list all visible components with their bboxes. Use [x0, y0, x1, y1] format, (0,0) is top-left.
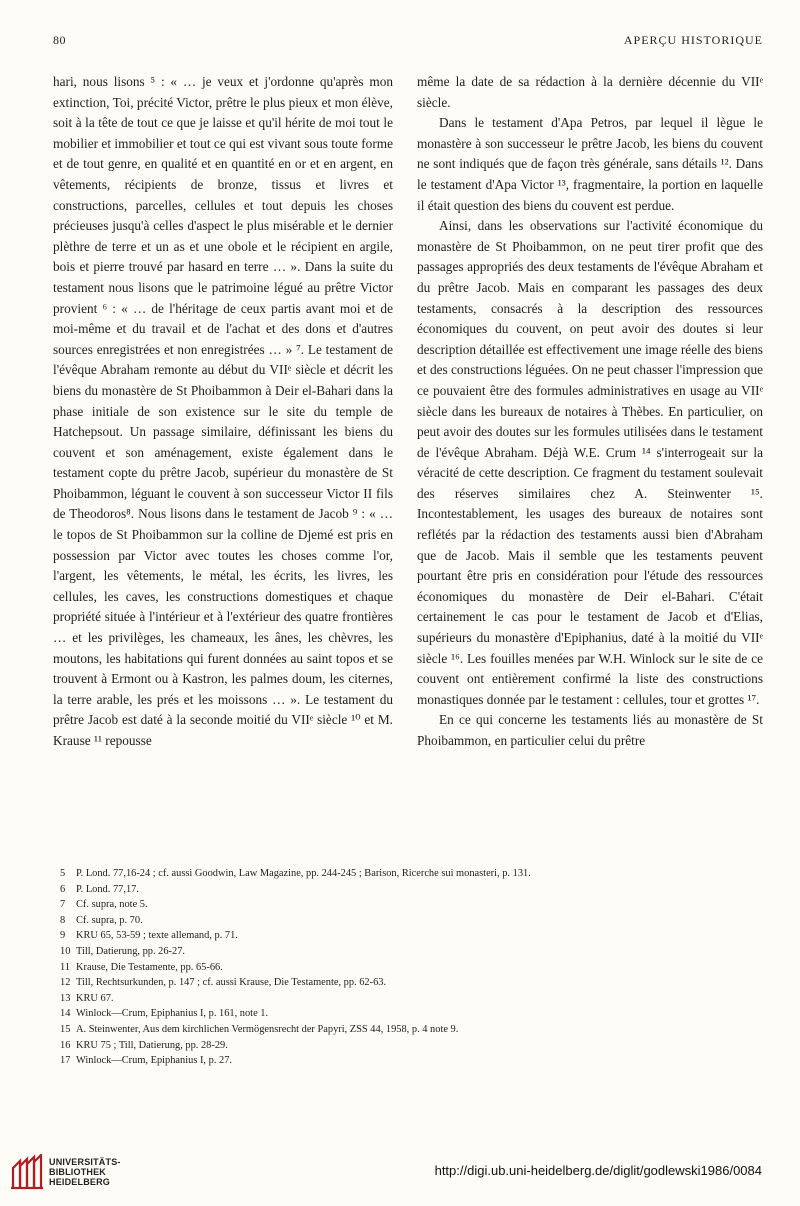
body-paragraph: Ainsi, dans les observations sur l'activité économique du monastère de St Phoibammon, on ne peut tirer profit que des passages appropriés des deux testaments de l'évêque Abraham et du prêtre Jacob. Mais en comparant les passages des deux testaments, consacrés à la description des ressources économiques du couvent, on peut avoir des doutes si leur description détaillée est effectivement une image réelle des biens et des constructions léguées. On ne peut chasser l'impression que ce pouvaient être des formules administratives en usage au VIIᵉ siècle dans les bureaux de notaires à Thèbes. En particulier, on peut avoir des doutes sur les formules utilisées dans le testament de l'évêque Abraham. Déjà W.E. Crum ¹⁴ s'interrogeait sur la véracité de cette description. Ce fragment du testament soulevait des réserves similaires chez A. Steinwenter ¹⁵. Incontestablement, les usages des bureaux de notaires sont reflétés par la rédaction des testaments aussi bien d'Abraham que de Jacob. Mais il semble que les testaments peuvent pourtant être pris en considération pour l'étude des ressources économiques du monastère de Deir el-Bahari. C'était certainement le cas pour le testament de Jacob et d'Elias, supérieurs du monastère d'Epiphanius, daté à la moitié du VIIᵉ siècle ¹⁶. Les fouilles menées par W.H. Winlock sur le site de ce couvent ont entièrement confirmé la liste des constructions monastiques donnée par le testament : cellules, tour et grottes ¹⁷. [417, 218, 763, 707]
footnote-text: Cf. supra, p. 70. [76, 914, 143, 926]
footnote [60, 1006, 760, 1022]
footnote-number: 15 [60, 1023, 71, 1035]
library-name-line: BIBLIOTHEK [49, 1167, 106, 1177]
library-name-line: HEIDELBERG [49, 1177, 111, 1187]
body-paragraph: En ce qui concerne les testaments liés au monastère de St Phoibammon, en particulier celui du prêtre [417, 712, 763, 748]
footnote-text: KRU 65, 53-59 ; texte allemand, p. 71. [76, 930, 238, 942]
footnote [60, 944, 760, 960]
footnote-text: A. Steinwenter, Aus dem kirchlichen Vermögensrecht der Papyri, ZSS 44, 1958, p. 4 note 9. [76, 1023, 459, 1035]
footnote-text: KRU 75 ; Till, Datierung, pp. 28-29. [76, 1039, 228, 1051]
footnotes [60, 866, 760, 1069]
right-column [417, 72, 763, 752]
footnote-number: 9 [60, 930, 66, 942]
footnote-text: Till, Rechtsurkunden, p. 147 ; cf. aussi Krause, Die Testamente, pp. 62-63. [76, 977, 387, 989]
left-column [53, 72, 393, 752]
footnote-text: P. Lond. 77,17. [76, 883, 139, 895]
footnote [60, 991, 760, 1007]
footnote-text: Krause, Die Testamente, pp. 65-66. [76, 961, 223, 973]
footnote-text: P. Lond. 77,16-24 ; cf. aussi Goodwin, Law Magazine, pp. 244-245 ; Barison, Ricerche sui monasteri, p. 131. [76, 868, 531, 879]
footnote [60, 913, 760, 929]
footnote-number: 16 [60, 1039, 71, 1051]
footnote [60, 882, 760, 898]
footnote-number: 6 [60, 883, 66, 895]
footnote-number: 17 [60, 1055, 71, 1067]
footnote [60, 975, 760, 991]
footnote-number: 8 [60, 914, 66, 926]
source-url[interactable]: http://digi.ub.uni-heidelberg.de/diglit/godlewski1986/0084 [434, 1163, 762, 1178]
body-paragraph: hari, nous lisons ⁵ : « … je veux et j'ordonne qu'après mon extinction, Toi, précité Victor, prêtre le plus pieux et mon élève, soit à la tête de tout ce que je laisse et qu'il hérite de moi tout le mobilier et immobilier et tout ce qui est vivant sous toute forme et de tout genre, en qualité et en quantité en or et en argent, en vêtements, récipients de bronze, tissus et livres et constructions, parcelles, cellules et tout depuis les choses précieuses jusqu'à celles d'aspect le plus misérable et le dernier plèthre de terre et un as et une obole et le récipient en argile, bois et pierre trouvé par hasard en terre … ». Dans la suite du testament nous lisons que le patrimoine légué au prêtre Victor provient ⁶ : « … de l'héritage de ceux partis avant moi et de moi-même et du travail et de l'achat et des dons et d'autres sources enregistrées et non enregistrées … » ⁷. Le testament de l'évêque Abraham remonte au début du VIIᵉ siècle et décrit les biens du monastère de St Phoibammon à Deir el-Bahari dans la phase initiale de son existence sur le site du temple de Hatchepsout. Un passage similaire, définissant les biens du couvent et son aménagement, existe également dans le testament copte du prêtre Jacob, supérieur du monastère de St Phoibammon, léguant le couvent à son successeur Victor II fils de Theodoros⁸. Nous lisons dans le testament de Jacob ⁹ : « … le topos de St Phoibammon sur la colline de Djemé est pris en possession par Victor avec toutes les choses comme l'or, l'argent, les vêtements, le métal, les écrits, les livres, les cellules, les caves, les constructions domestiques et chaque propriété située à l'intérieur et à l'extérieur des quatre frontières … et les privilèges, les chameaux, les ânes, les chèvres, les moutons, les habitations qui furent données au saint topos et se trouvent à Ermont ou à Kastron, les palmes doum, les citernes, la terre arable, les prés et les moissons … ». Le testament du prêtre Jacob est daté à la seconde moitié du VIIᵉ siècle ¹⁰ et M. Krause ¹¹ repousse [53, 74, 393, 748]
footnote-text: Till, Datierung, pp. 26-27. [76, 945, 186, 957]
footnote [60, 1038, 760, 1054]
footnote-number: 7 [60, 899, 66, 911]
footnote-number: 14 [60, 1008, 71, 1020]
footnote-text: Cf. supra, note 5. [76, 899, 148, 911]
footnote-number: 13 [60, 992, 71, 1004]
footnote [60, 1053, 760, 1069]
footnote-text: Winlock—Crum, Epiphanius I, p. 27. [76, 1055, 233, 1067]
footnote-text: KRU 67. [76, 992, 114, 1004]
footnote [60, 928, 760, 944]
footnote [60, 960, 760, 976]
footnote-text: Winlock—Crum, Epiphanius I, p. 161, note 1. [76, 1008, 269, 1020]
running-title: APERÇU HISTORIQUE [623, 33, 763, 47]
footnote [60, 866, 760, 882]
library-name-line: UNIVERSITÄTS- [49, 1157, 121, 1167]
page-number: 80 [53, 33, 66, 47]
body-paragraph: Dans le testament d'Apa Petros, par lequel il lègue le monastère à son successeur le prêtre Jacob, les biens du couvent ne sont indiqués que de façon très générale, sans détails ¹². Dans le testament d'Apa Victor ¹³, fragmentaire, la portion en laquelle il était question des biens du couvent est perdue. [417, 115, 763, 213]
footnote-number: 10 [60, 945, 71, 957]
footnote-number: 12 [60, 977, 71, 989]
body-paragraph: même la date de sa rédaction à la dernière décennie du VIIᵉ siècle. [417, 74, 763, 110]
footnote-number: 11 [60, 961, 71, 973]
footnote [60, 897, 760, 913]
page-footer [0, 1146, 800, 1196]
footnote [60, 1022, 760, 1038]
university-library-logo-icon [10, 1154, 44, 1190]
footnote-number: 5 [60, 868, 66, 879]
library-name [49, 1157, 121, 1187]
